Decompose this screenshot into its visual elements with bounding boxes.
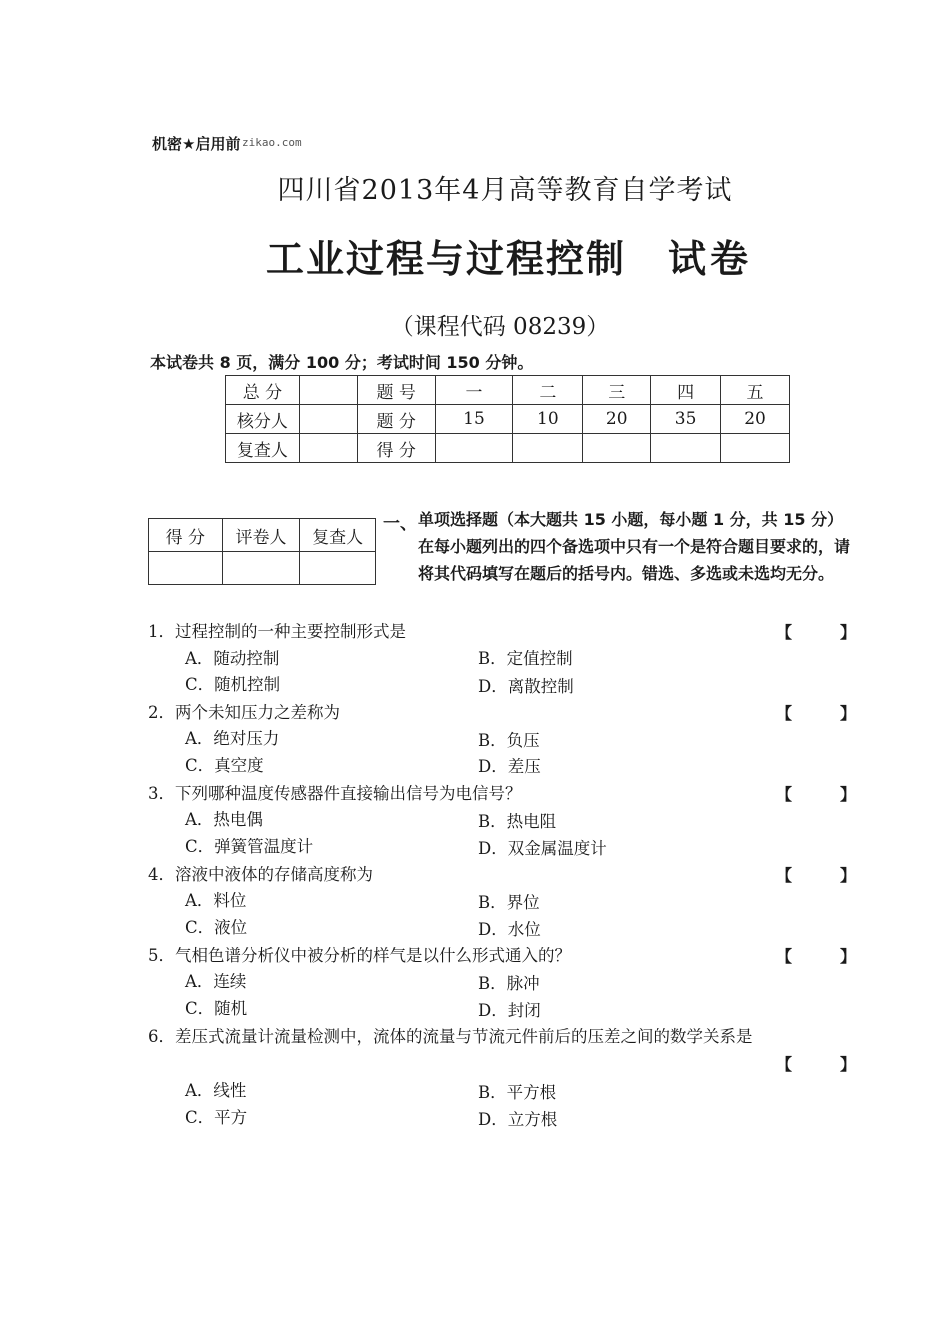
option-a: A．线性 [185, 1081, 247, 1100]
answer-bracket: 【 】 [776, 947, 856, 966]
reviewer-label: 核分人 [226, 405, 300, 434]
reviewer-cell [299, 405, 357, 434]
section-instructions: 单项选择题（本大题共 15 小题，每小题 1 分，共 15 分）在每小题列出的四个备选项中只有一个是符合题目要求的，请将其代码填写在题后的括号内。错选、多选或未选均无分。 [418, 510, 851, 583]
option-c: C．弹簧管温度计 [185, 837, 314, 856]
section-number: 一、 [383, 514, 417, 534]
score-cell [149, 552, 223, 585]
question-stem: 2．两个未知压力之差称为 [148, 703, 340, 722]
table-row [226, 376, 790, 405]
checker-header: 复查人 [300, 519, 376, 552]
grader-cell [222, 552, 300, 585]
question-score-label: 题 分 [357, 405, 435, 434]
website-watermark: zikao.com [242, 136, 302, 149]
option-b: B．界位 [478, 893, 540, 912]
paper-suffix: 试卷 [668, 236, 753, 281]
option-d: D．水位 [478, 920, 541, 939]
option-a: A．绝对压力 [185, 729, 280, 748]
table-row [226, 405, 790, 434]
answer-bracket: 【 】 [776, 785, 856, 804]
option-d: D．差压 [478, 757, 541, 776]
option-c: C．平方 [185, 1108, 248, 1127]
option-c: C．随机控制 [185, 675, 281, 694]
answer-bracket: 【 】 [776, 866, 856, 885]
section-number: 一 [435, 376, 513, 405]
option-d: D．双金属温度计 [478, 839, 607, 858]
section-number: 三 [583, 376, 651, 405]
section-number: 二 [513, 376, 583, 405]
question-stem: 1．过程控制的一种主要控制形式是 [148, 622, 406, 641]
option-b: B．热电阻 [478, 812, 557, 831]
section-score: 20 [583, 405, 651, 434]
exam-info: 本试卷共 8 页，满分 100 分；考试时间 150 分钟。 [150, 353, 534, 372]
question-stem: 3．下列哪种温度传感器件直接输出信号为电信号？ [148, 784, 522, 803]
option-a: A．连续 [185, 972, 247, 991]
question-stem: 6．差压式流量计流量检测中，流体的流量与节流元件前后的压差之间的数学关系是 [148, 1027, 753, 1046]
checker-cell [299, 434, 357, 463]
option-c: C．真空度 [185, 756, 264, 775]
score-summary-table [225, 375, 790, 463]
answer-bracket: 【 】 [776, 704, 856, 723]
table-row [149, 552, 376, 585]
total-cell [299, 376, 357, 405]
table-row [226, 434, 790, 463]
option-d: D．立方根 [478, 1110, 558, 1129]
got-score-cell [513, 434, 583, 463]
question-stem: 5．气相色谱分析仪中被分析的样气是以什么形式通入的？ [148, 946, 571, 965]
answer-bracket: 【 】 [776, 1055, 856, 1074]
question-no-label: 题 号 [357, 376, 435, 405]
section-number: 四 [651, 376, 721, 405]
section-score: 15 [435, 405, 513, 434]
section-score: 10 [513, 405, 583, 434]
checker-label: 复查人 [226, 434, 300, 463]
option-b: B．定值控制 [478, 649, 573, 668]
option-d: D．离散控制 [478, 677, 574, 696]
checker-cell [300, 552, 376, 585]
paper-title: 工业过程与过程控制 [266, 236, 627, 281]
course-code: （课程代码 08239） [390, 314, 610, 340]
got-score-label: 得 分 [357, 434, 435, 463]
got-score-cell [435, 434, 513, 463]
option-a: A．热电偶 [185, 810, 263, 829]
section-score: 20 [721, 405, 790, 434]
got-score-cell [583, 434, 651, 463]
option-c: C．随机 [185, 999, 248, 1018]
option-c: C．液位 [185, 918, 248, 937]
score-header: 得 分 [149, 519, 223, 552]
option-b: B．脉冲 [478, 974, 540, 993]
option-d: D．封闭 [478, 1001, 541, 1020]
option-a: A．料位 [185, 891, 247, 910]
secret-mark: 机密★启用前 [152, 135, 241, 153]
got-score-cell [651, 434, 721, 463]
option-b: B．平方根 [478, 1083, 557, 1102]
exam-title: 四川省2013年4月高等教育自学考试 [277, 175, 733, 206]
section-number: 五 [721, 376, 790, 405]
option-a: A．随动控制 [185, 649, 280, 668]
grader-header: 评卷人 [222, 519, 300, 552]
answer-bracket: 【 】 [776, 623, 856, 642]
section-score: 35 [651, 405, 721, 434]
question-stem: 4．溶液中液体的存储高度称为 [148, 865, 373, 884]
total-label: 总 分 [226, 376, 300, 405]
table-row [149, 519, 376, 552]
got-score-cell [721, 434, 790, 463]
section-score-box [148, 518, 376, 585]
option-b: B．负压 [478, 731, 540, 750]
